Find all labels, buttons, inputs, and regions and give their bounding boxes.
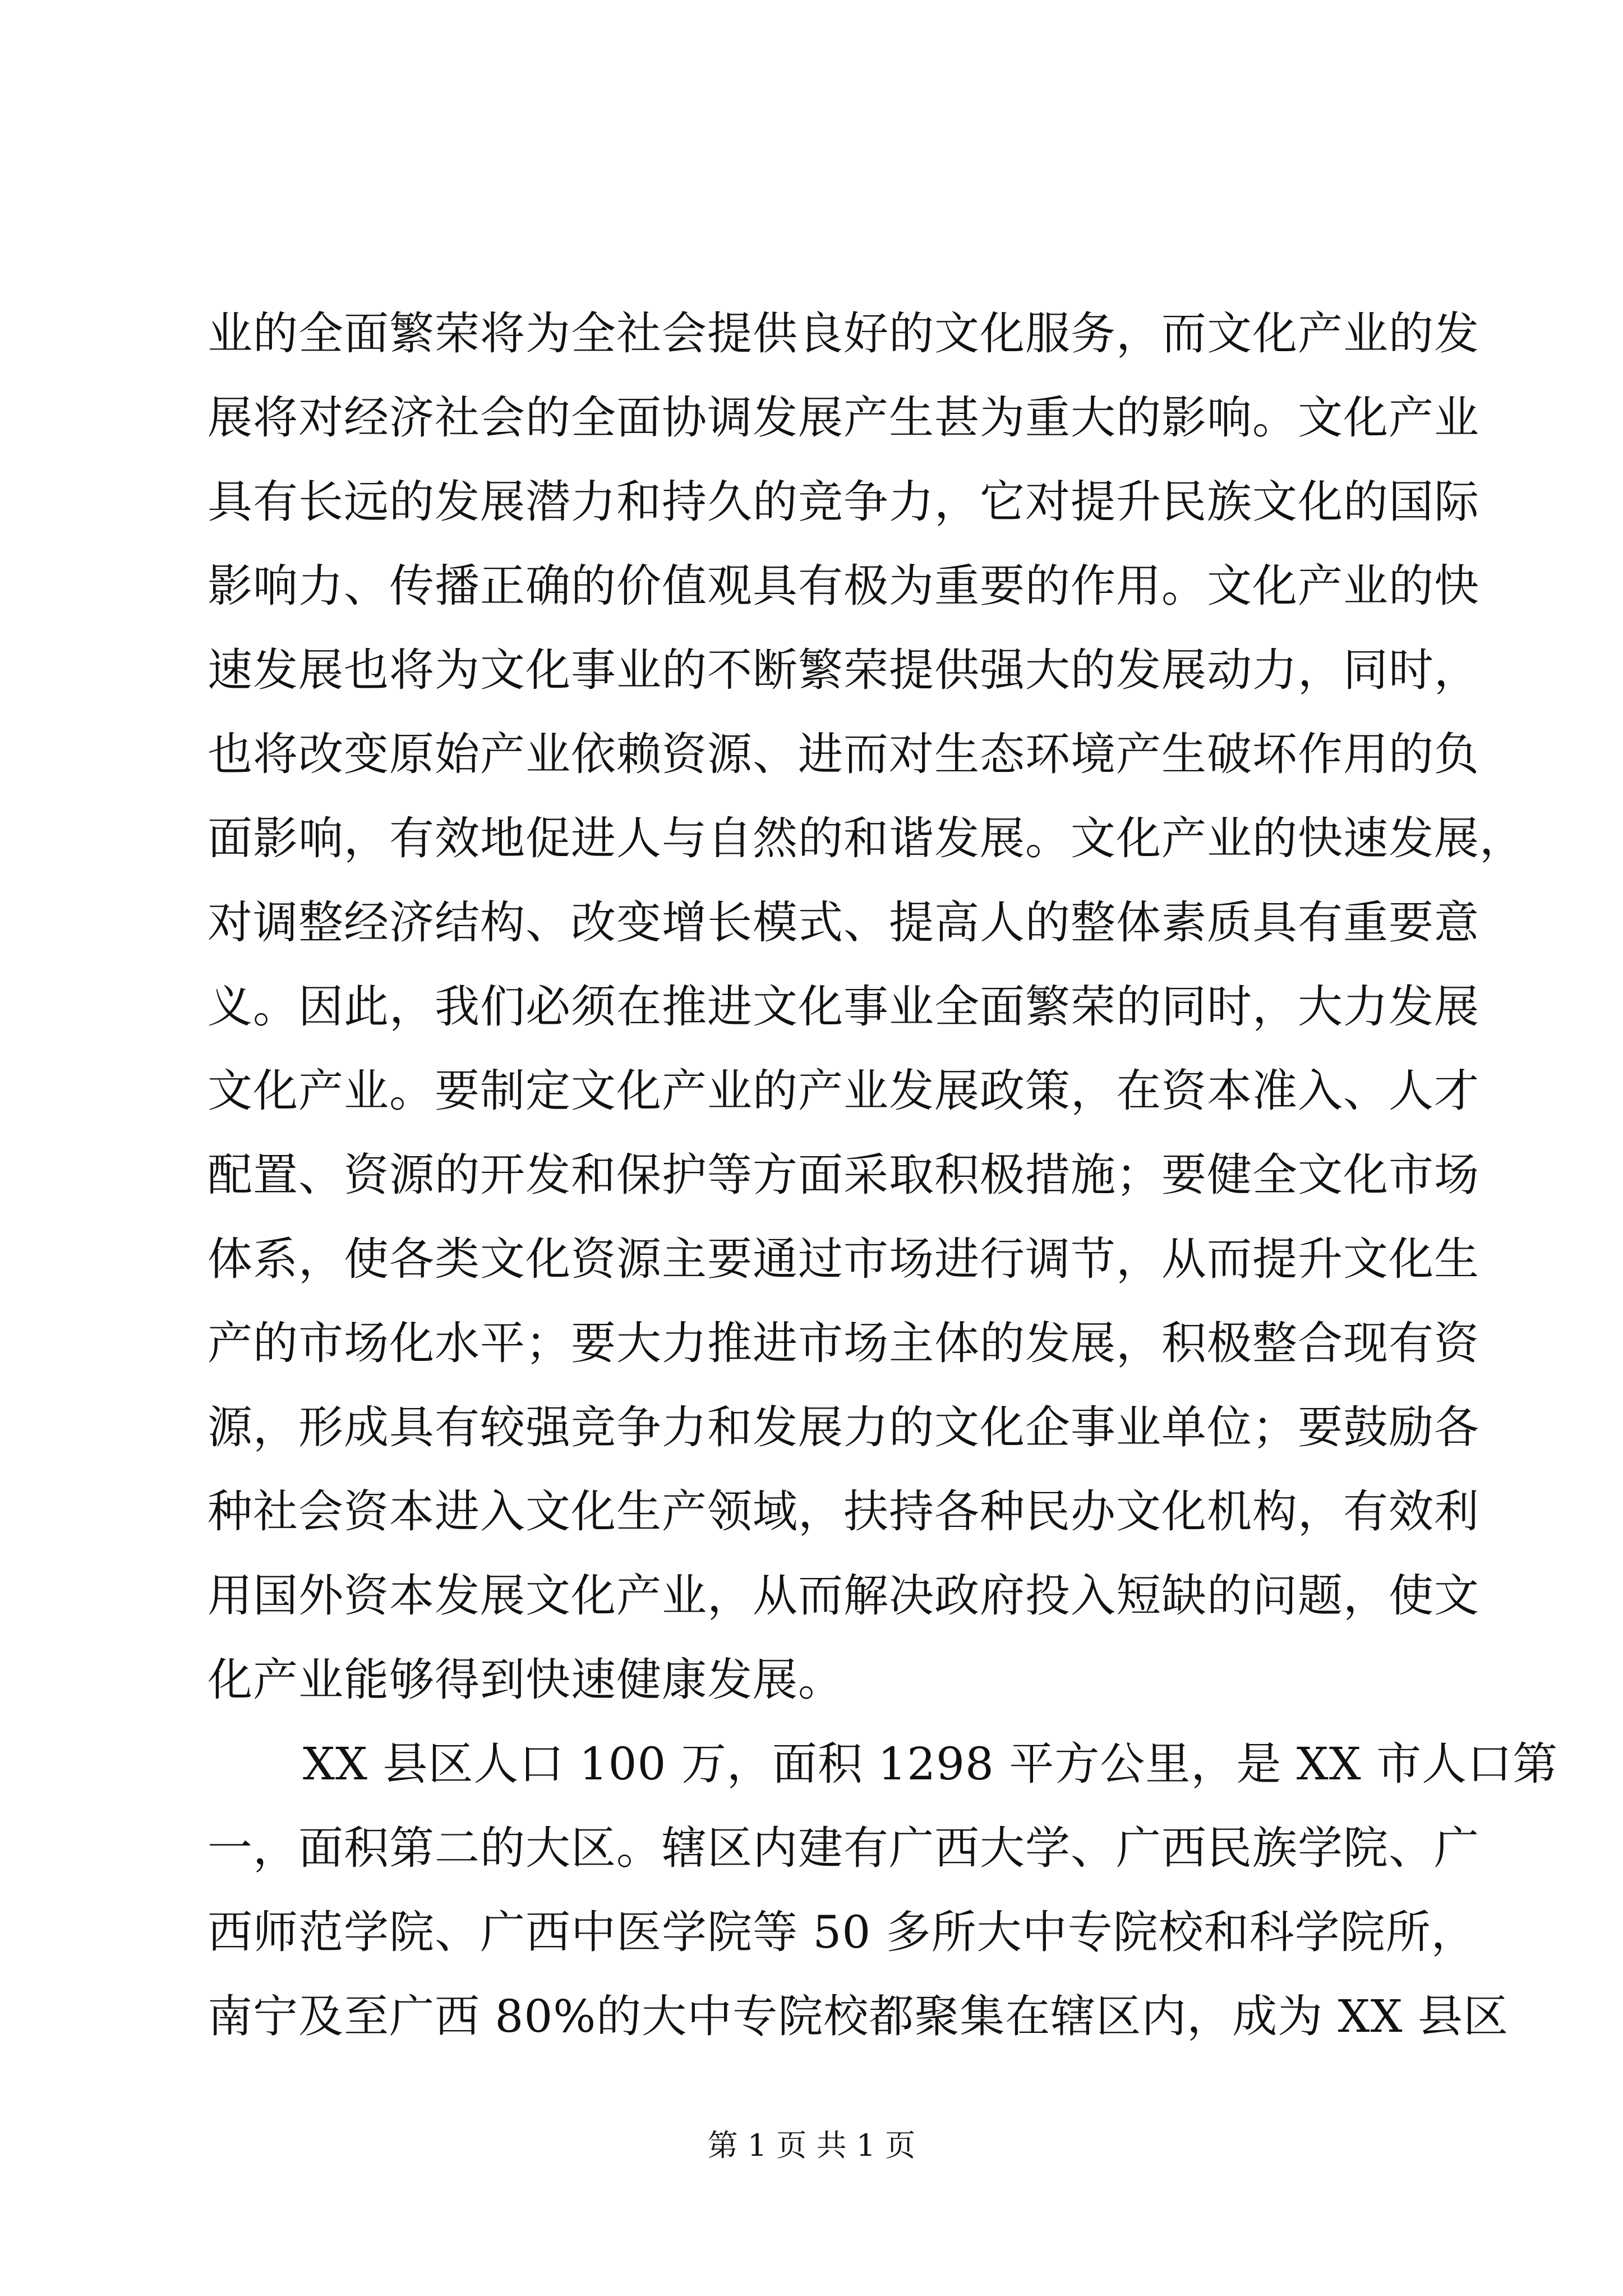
text-line: XX 县区人口 100 万，面积 1298 平方公里，是 XX 市人口第 — [303, 1738, 1559, 1790]
text-line: 南宁及至广西 80%的大中专院校都聚集在辖区内，成为 XX 县区 — [208, 1990, 1509, 2042]
text-line: 配置、资源的开发和保护等方面采取积极措施；要健全文化市场 — [208, 1149, 1479, 1201]
text-line: 化产业能够得到快速健康发展。 — [208, 1654, 843, 1706]
text-line: 速发展也将为文化事业的不断繁荣提供强大的发展动力，同时， — [208, 644, 1479, 696]
text-line: 具有长远的发展潜力和持久的竞争力，它对提升民族文化的国际 — [208, 476, 1479, 528]
text-line: 也将改变原始产业依赖资源、进而对生态环境产生破坏作用的负 — [208, 728, 1479, 780]
text-line: 展将对经济社会的全面协调发展产生甚为重大的影响。文化产业 — [208, 392, 1479, 444]
page-footer: 第 1 页 共 1 页 — [707, 2128, 916, 2163]
text-line: 源，形成具有较强竞争力和发展力的文化企事业单位；要鼓励各 — [208, 1401, 1479, 1453]
text-line: 产的市场化水平；要大力推进市场主体的发展，积极整合现有资 — [208, 1317, 1479, 1369]
text-line: 种社会资本进入文化生产领域，扶持各种民办文化机构，有效利 — [208, 1485, 1479, 1538]
text-line: 文化产业。要制定文化产业的产业发展政策，在资本准入、人才 — [208, 1065, 1479, 1117]
text-line: 用国外资本发展文化产业，从而解决政府投入短缺的问题，使文 — [208, 1570, 1479, 1622]
text-line: 体系，使各类文化资源主要通过市场进行调节，从而提升文化生 — [208, 1233, 1479, 1285]
text-line: 对调整经济结构、改变增长模式、提高人的整体素质具有重要意 — [208, 896, 1479, 949]
text-line: 面影响，有效地促进人与自然的和谐发展。文化产业的快速发展， — [208, 812, 1525, 864]
body-text — [208, 292, 1559, 2059]
text-line: 西师范学院、广西中医学院等 50 多所大中专院校和科学院所， — [208, 1906, 1477, 1958]
text-line: 义。因此，我们必须在推进文化事业全面繁荣的同时，大力发展 — [208, 981, 1479, 1033]
text-line: 影响力、传播正确的价值观具有极为重要的作用。文化产业的快 — [208, 560, 1479, 612]
text-line: 一，面积第二的大区。辖区内建有广西大学、广西民族学院、广 — [208, 1822, 1479, 1874]
text-line: 业的全面繁荣将为全社会提供良好的文化服务，而文化产业的发 — [208, 307, 1479, 360]
